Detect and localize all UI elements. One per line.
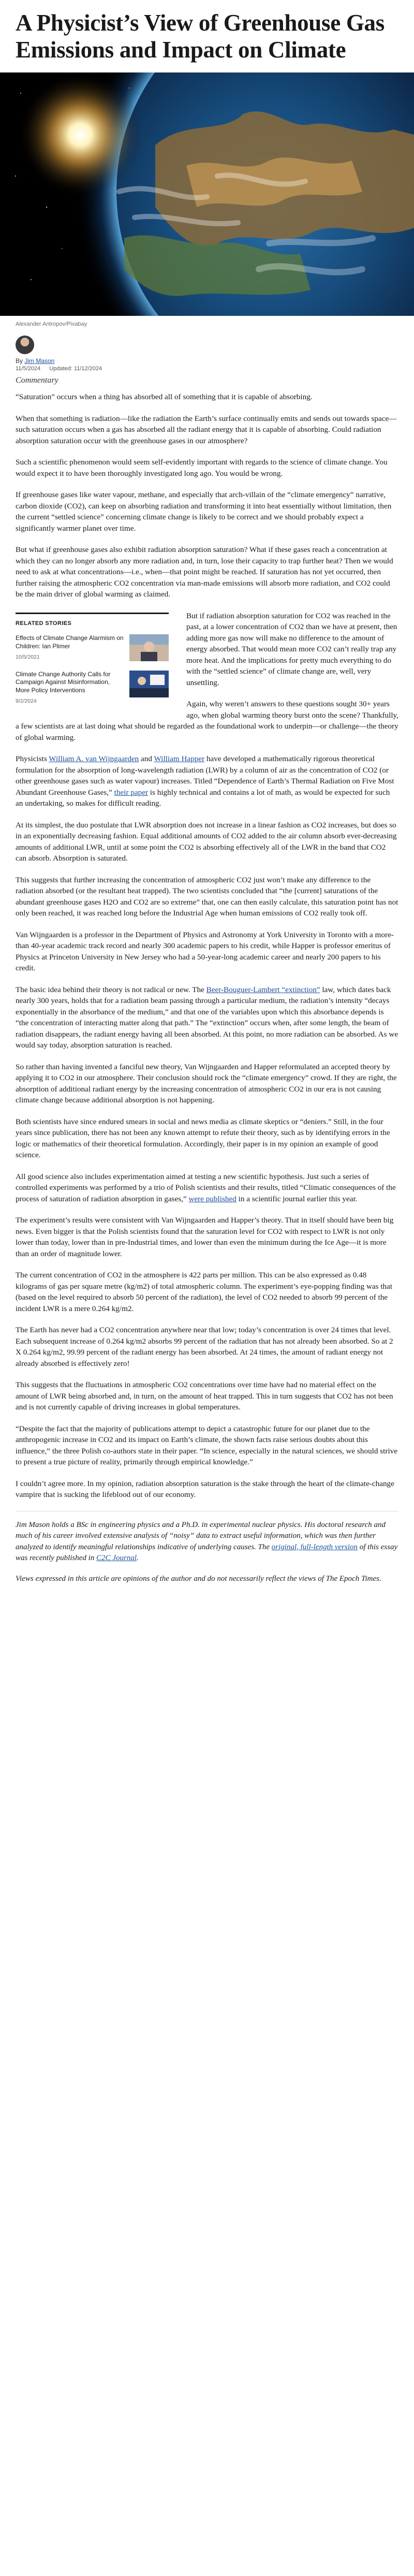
paragraph: “Saturation” occurs when a thing has absorbed all of something that it is capable of absorbing.	[16, 392, 313, 401]
text-run: .	[137, 1554, 139, 1562]
published-date: 11/5/2024	[16, 366, 41, 372]
author-link-van-wijngaarden[interactable]: William A. van Wijngaarden	[49, 754, 139, 763]
bio-paragraph	[16, 1520, 398, 1564]
paragraph: When that something is radiation—like the radiation the Earth’s surface continually emits and sends out towards space—such saturation occurs when a gas has absorbed all the radiant energy that it is capable of absorbing. Could radiation absorption saturation occur with the greenhouse gases in our atmosphere?	[16, 414, 397, 445]
paragraph: The experiment’s results were consistent with Van Wijngaarden and Happer’s theory. That in itself should have been big news. Even bigger is that the Polish scientists found that the saturation level for CO2 with respect to LWR is not only lower than today, lower than in pre-Industrial times, and lower than even the minimum during the Ice Age—it is more than an order of magnitude lower.	[16, 1216, 394, 1258]
author-block	[0, 327, 414, 354]
article-title: A Physicist’s View of Greenhouse Gas Emissions and Impact on Climate	[16, 10, 385, 63]
paragraph: If greenhouse gases like water vapour, methane, and especially that arch-villain of the “climate emergency” narrative, carbon dioxide (CO2), can keep on absorbing radiation and transforming it into heat essentially without limitation, then the current “settled science” concerning climate change is likely to be correct and we should probably expect a significantly warmer planet over time.	[16, 490, 392, 533]
related-story[interactable]	[16, 671, 169, 707]
related-story-date: 10/5/2021	[16, 654, 40, 660]
article-body	[0, 385, 414, 1501]
author-link-happer[interactable]: William Happer	[154, 754, 205, 763]
paragraph: This suggests that further increasing the concentration of atmospheric CO2 just won’t make any difference to the radiation absorbed (or the resultant heat trapped). The two scientists concluded that “the [current] saturations of the abundant greenhouse gases H2O and CO2 are so extreme” that, one can then easily calculate, this saturation point has not only been reached, it was reached long before the Industrial Age when human emissions of CO2 really took off.	[16, 875, 398, 918]
paragraph: But what if greenhouse gases also exhibit radiation absorption saturation? What if these gases reach a concentration at which they can no longer absorb any more radiation and, in turn, lose their capacity to trap further heat? Then we would need to ask at what concentrations—i.e., when—that point might be reached. If saturation has not yet occurred, then further raising the atmospheric CO2 concentration via man-made emissions will absorb more radiation, and CO2 could be the main driver of global warming as claimed.	[16, 545, 393, 599]
byline	[16, 357, 398, 365]
text-run: All good science also includes experimentation aimed at testing a new scientific hypothesis. Just such a series of controlled experiments was performed by a trio of Polish scientists and their results, titled “Climatic consequences of the process of saturation of radiation absorption in gases,”	[16, 1172, 396, 1203]
hero-image	[0, 72, 414, 316]
paragraph	[16, 1171, 398, 1205]
related-story-thumbnail[interactable]	[129, 634, 169, 661]
earth-illustration	[0, 72, 414, 316]
updated-date: Updated: 11/12/2024	[49, 366, 102, 372]
article-dates	[16, 366, 398, 372]
c2c-journal-link[interactable]: C2C Journal	[96, 1554, 137, 1562]
paragraph: So rather than having invented a fanciful new theory, Van Wijngaarden and Happer reformulated an accepted theory by applying it to CO2 in our atmosphere. Their conclusion should rock the “climate emergency” crowd. If they are right, the absorption of additional radiant energy by the increasing concentration of atmospheric CO2 in our era is not causing climate change because additional absorption is not happening.	[16, 1062, 397, 1104]
text-run: have developed a mathematically rigorous theoretical formulation for the absorption of long-wavelength radiation (LWR) by a column of air as the concentration of CO2 (or other greenhouse gases such as water vapour) increases. Titled “Dependence of Earth’s Thermal Radiation on Five Most Abundant Greenhouse Gases,”	[16, 754, 394, 797]
image-caption: Alexander Antropov/Pixabay	[16, 321, 87, 327]
text-run: in a scientific journal earlier this year.	[236, 1194, 358, 1203]
published-study-link[interactable]: were published	[188, 1194, 236, 1203]
text-run: Physicists	[16, 754, 49, 763]
paragraph: “Despite the fact that the majority of publications attempt to depict a catastrophic future for our planet due to the anthropogenic increase in CO2 and its impact on Earth’s climate, the shown facts raise serious doubts about this influence,” the three Polish co-authors state in their paper. “In science, especially in the natural sciences, we should strive to present a true picture of reality, primarily through empirical knowledge.”	[16, 1424, 398, 1466]
text-run: and	[139, 754, 154, 763]
author-link[interactable]: Jim Mason	[24, 357, 55, 365]
full-length-version-link[interactable]: original, full-length version	[271, 1542, 358, 1551]
paragraph	[16, 753, 398, 809]
related-stories-heading: RELATED STORIES	[16, 620, 72, 627]
byline-prefix: By	[16, 357, 25, 365]
section-label: Commentary	[16, 376, 58, 385]
paragraph: I couldn’t agree more. In my opinion, radiation absorption saturation is the stake through the heart of the climate-change vampire that is sucking the lifeblood out of our economy.	[16, 1479, 394, 1499]
text-run: is highly technical and contains a lot of math, as would be expected for such an undertaking, so makes for difficult reading.	[16, 788, 390, 808]
author-avatar[interactable]	[16, 336, 34, 354]
paragraph: Both scientists have since endured smears in social and news media as climate skeptics or “deniers.” Still, in the four years since publication, there has not been any known attempt to refute their theory, such as by identifying errors in the logic or mathematics of their theoretical formulation. Accordingly, their paper is in my opinion an example of good science.	[16, 1117, 390, 1159]
paragraph: This suggests that the fluctuations in atmospheric CO2 concentrations over time have had no material effect on the amount of LWR being absorbed and, in turn, on the amount of heat trapped. This in turn suggests that CO2 has not been and is not currently capable of driving increases in global temperatures.	[16, 1380, 393, 1411]
author-bio	[0, 1520, 414, 1610]
related-story-title[interactable]: Effects of Climate Change Alarmism on Children: Ian Plimer	[16, 634, 124, 650]
related-stories	[16, 613, 169, 715]
related-story[interactable]	[16, 634, 169, 663]
related-story-date: 9/2/2024	[16, 698, 37, 704]
text-run: of this essay was recently published in	[16, 1542, 398, 1562]
paragraph: The Earth has never had a CO2 concentration anywhere near that low; today’s concentration is over 24 times that level. Each subsequent increase of 0.264 kg/m2 absorbs 99 percent of the radiation that has not already been absorbed. So at 2 X 0.264 kg/m2, 99.99 percent of the radiant energy has been absorbed. At 24 times, the amount of radiant energy not already absorbed is effectively zero!	[16, 1326, 393, 1368]
paragraph: Van Wijngaarden is a professor in the Department of Physics and Astronomy at York University in Toronto with a more-than 40-year academic track record and nearly 300 academic papers to his credit, while Happer is professor emeritus of Physics at Princeton University in New Jersey who had a 50-year-long academic career and nearly 200 papers to his credit.	[16, 930, 394, 972]
paragraph: At its simplest, the duo postulate that LWR absorption does not increase in a linear fashion as CO2 increases, but does so in an exponentially decreasing fashion. Equal additional amounts of CO2 added to the air column absorb ever-decreasing amounts of additional LWR, until at some point the CO2 is absorbing effectively all of the LWR in the band that CO2 can absorb. Absorption is saturated.	[16, 820, 397, 863]
related-story-title[interactable]: Climate Change Authority Calls for Campaign Against Misinformation, More Policy Interventions	[16, 670, 111, 694]
paper-link[interactable]: their paper	[114, 788, 148, 797]
paragraph	[16, 984, 398, 1051]
beer-lambert-link[interactable]: Beer-Bouguer-Lambert “extinction”	[206, 985, 320, 994]
paragraph: The current concentration of CO2 in the atmosphere is 422 parts per million. This can be also expressed as 0.48 kilograms of gas per square metre (kg/m2) of total atmospheric column. The experiment’s eye-popping finding was that (based on the level required to absorb 50 percent of the radiation), the level of CO2 needed to absorb 99 percent of the incident LWR is a mere 0.264 kg/m2.	[16, 1271, 393, 1313]
paragraph: Again, why weren’t answers to these questions sought 30+ years ago, when global warming theory burst onto the scene? Thankfully, a few scientists are at last doing what should be regarded as the foundational work to underpin—or challenge—the theory of global warming.	[16, 700, 398, 742]
text-run: Jim Mason holds a BSc in engineering physics and a Ph.D. in experimental nuclear physics. His doctoral research and much of his career involved extensive analysis of “noisy” data to extract useful information, which was then further analyzed to identify meaningful relationships indicative of underlying causes. The	[16, 1520, 386, 1551]
disclaimer: Views expressed in this article are opinions of the author and do not necessarily reflect the views of The Epoch Times.	[16, 1574, 381, 1583]
paragraph: Such a scientific phenomenon would seem self-evidently important with regards to the science of climate change. You would expect it to have been thoroughly investigated long ago. You would be wrong.	[16, 458, 388, 478]
text-run: law, which dates back nearly 300 years, holds that for a radiation beam passing through a particular medium, the radiation’s intensity “decays exponentially in the absorbance of the medium,” and that one of the variables upon which this absorbance depends is “the concentration of interacting matter along that path.” The “extinction” occurs when, after some length, the beam of radiation disappears, the radiant energy having all been absorbed. At this point, no more radiation can be absorbed. As we would say today, absorption saturation is reached.	[16, 985, 398, 1050]
text-run: The basic idea behind their theory is not radical or new. The	[16, 985, 206, 994]
paragraph: But if radiation absorption saturation for CO2 was reached in the past, at a lower concentration of CO2 than we have at present, then adding more gas now will make no difference to the amount of energy absorbed. That would mean more CO2 can’t really trap any more heat. And the implications for pretty much everything to do with the “settled science” of climate change are, well, very unsettling.	[186, 611, 397, 687]
related-story-thumbnail[interactable]	[129, 671, 169, 697]
